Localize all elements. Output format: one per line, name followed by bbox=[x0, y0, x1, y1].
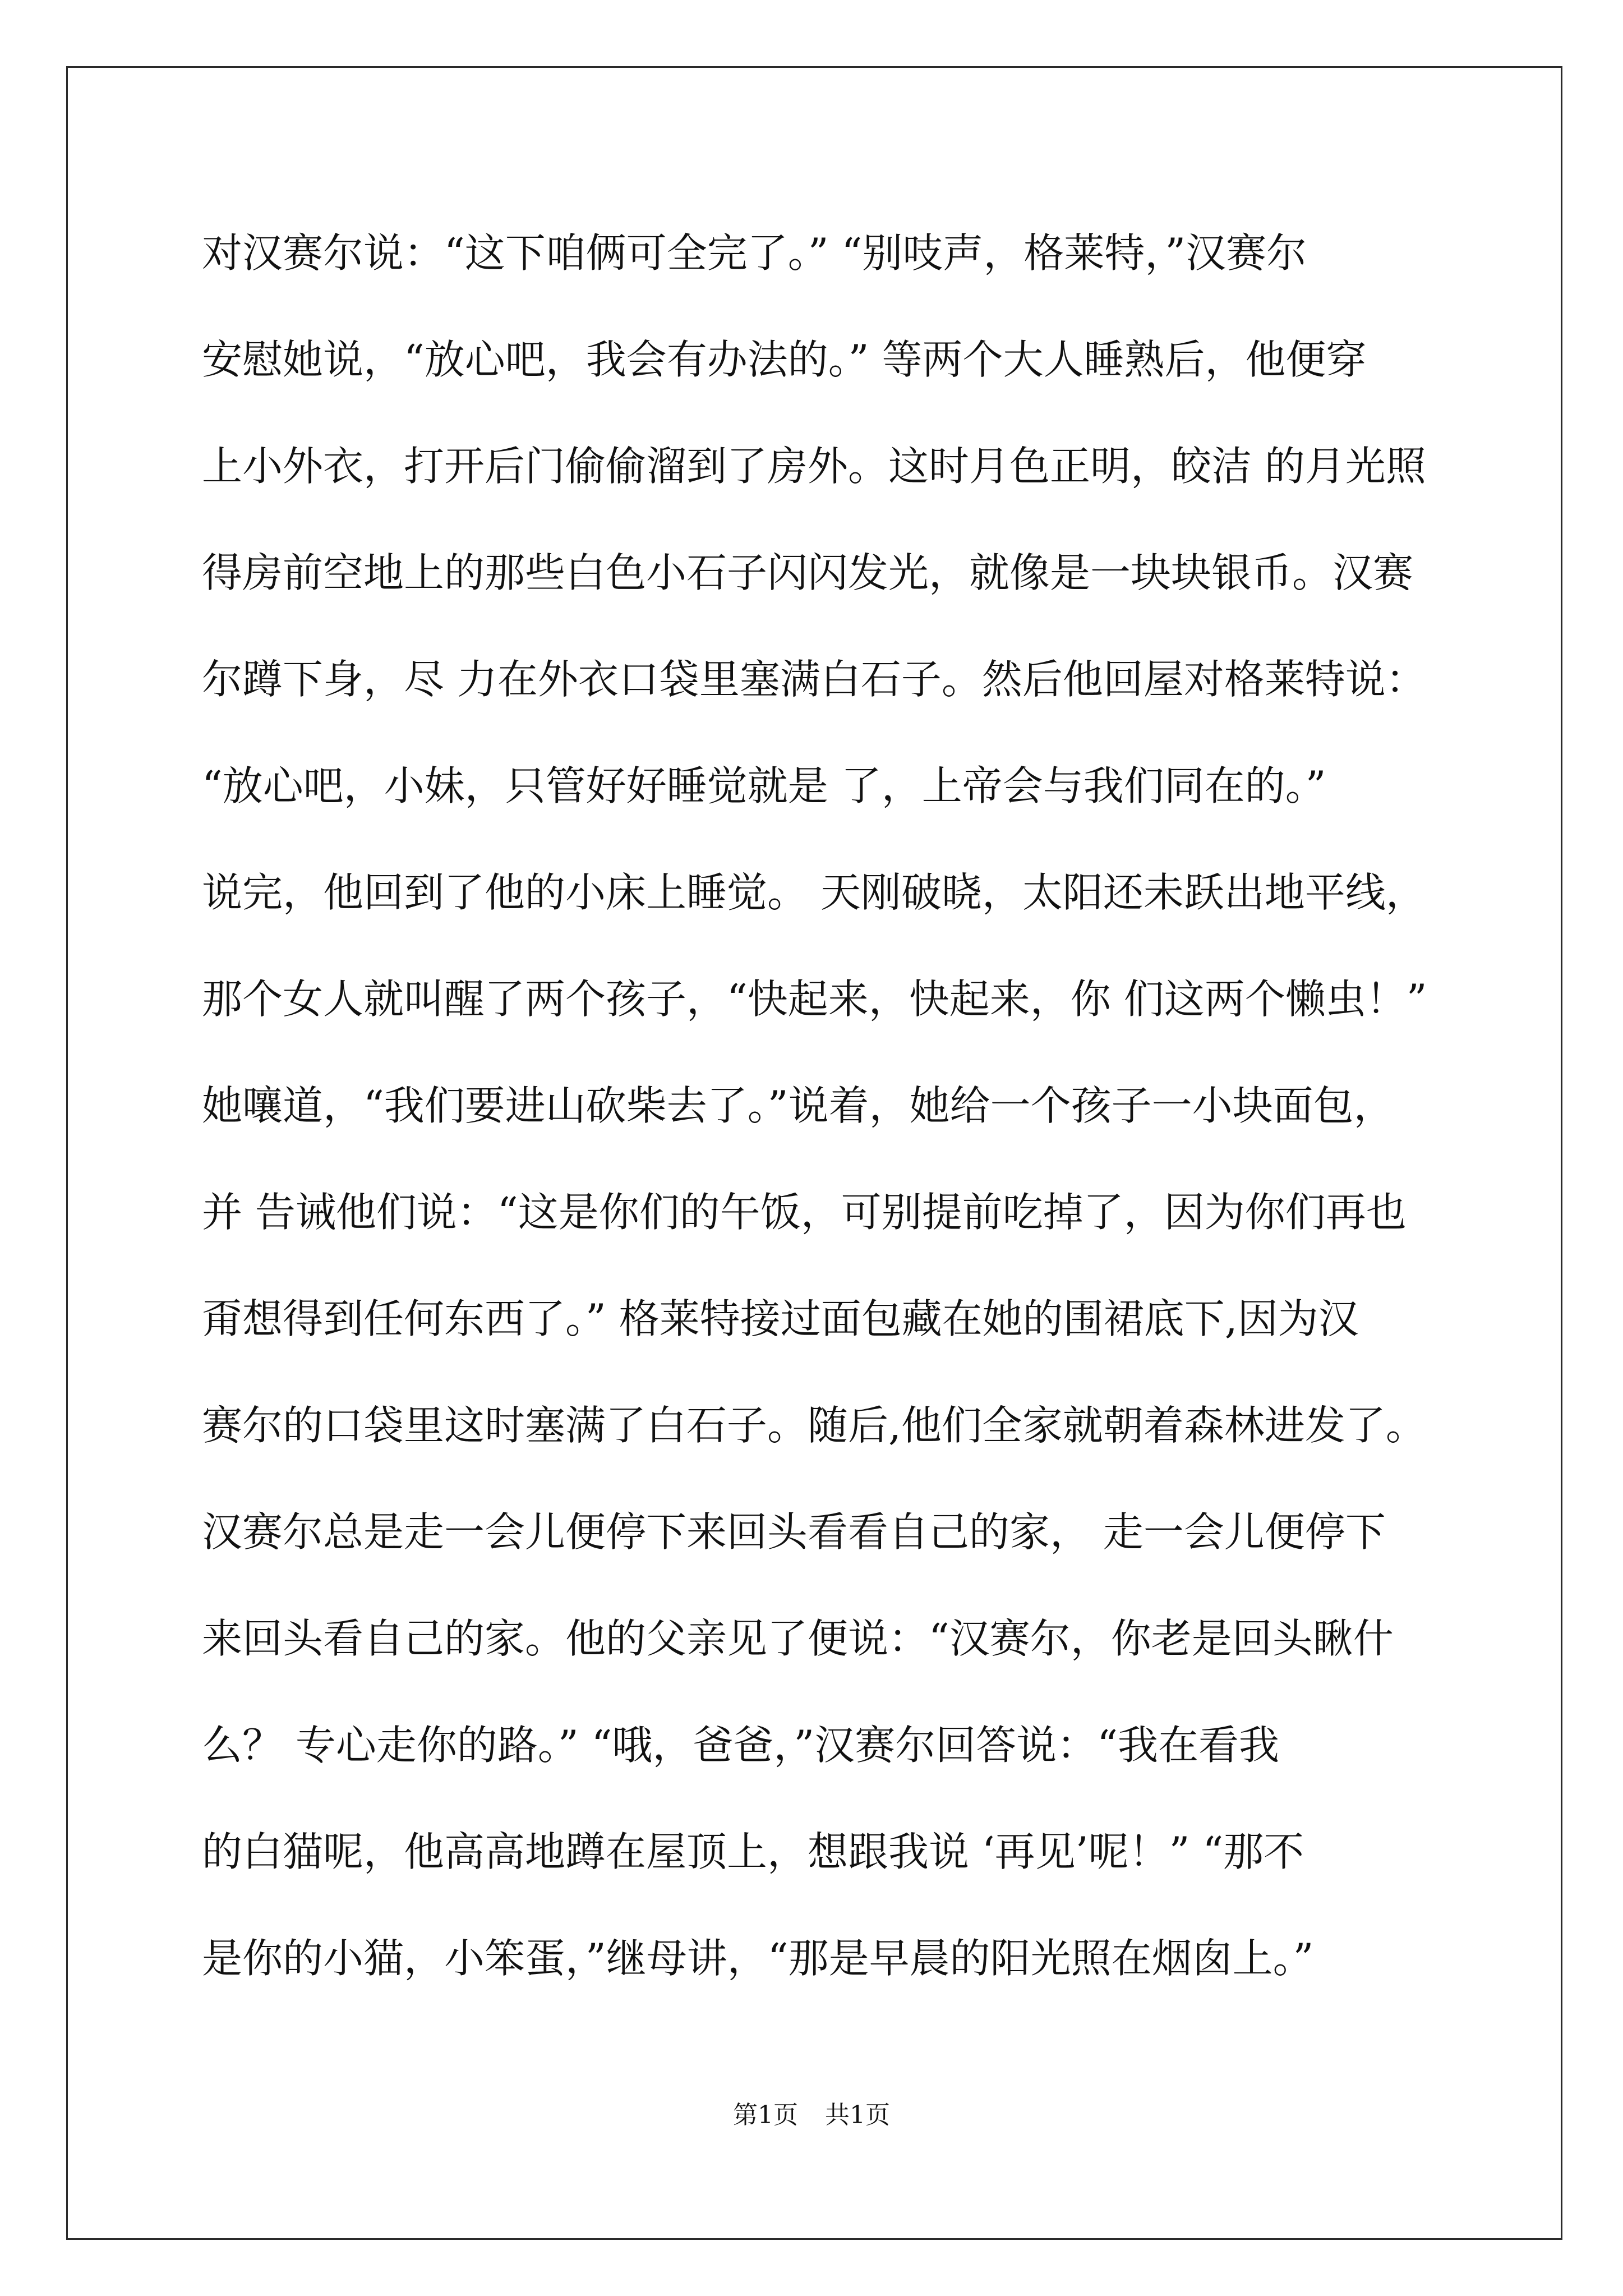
text-line: 那个女人就叫醒了两个孩子，“快起来，快起来，你 们这两个懒虫！” bbox=[202, 976, 1427, 1023]
text-line: 赛尔的口袋里这时塞满了白石子。随后,他们全家就朝着森林进发了。 bbox=[202, 1402, 1426, 1449]
text-line: 尔蹲下身，尽 力在外衣口袋里塞满白石子。然后他回屋对格莱特说： bbox=[202, 656, 1426, 703]
text-line: 的白猫呢，他高高地蹲在屋顶上，想跟我说 ‘再见’呢！” “那不 bbox=[202, 1828, 1304, 1875]
text-line: 是你的小猫，小笨蛋，”继母讲，“那是早晨的阳光照在烟囱上。” bbox=[202, 1935, 1314, 1982]
text-line: “放心吧，小妹，只管好好睡觉就是 了，上帝会与我们同在的。” bbox=[202, 762, 1326, 809]
text-line: 汉赛尔总是走一会儿便停下来回头看看自己的家， 走一会儿便停下 bbox=[202, 1508, 1386, 1556]
page-footer bbox=[0, 2101, 1623, 2130]
text-line: 么？ 专心走你的路。” “哦，爸爸，”汉赛尔回答说：“我在看我 bbox=[202, 1722, 1280, 1769]
page-number: 第1页 bbox=[733, 2101, 798, 2129]
text-line: 对汉赛尔说：“这下咱俩可全完了。” “别吱声，格莱特，”汉赛尔 bbox=[202, 229, 1307, 277]
text-line: 说完，他回到了他的小床上睡觉。 天刚破晓，太阳还未跃出地平线， bbox=[202, 869, 1426, 916]
text-line: 甭想得到任何东西了。” 格莱特接过面包藏在她的围裙底下,因为汉 bbox=[202, 1295, 1359, 1342]
text-line: 安慰她说，“放心吧，我会有办法的。” 等两个大人睡熟后，他便穿 bbox=[202, 336, 1367, 383]
text-line: 并 告诫他们说：“这是你们的午饭，可别提前吃掉了，因为你们再也 bbox=[202, 1189, 1407, 1236]
body-text bbox=[202, 225, 1537, 2037]
text-line: 她嚷道，“我们要进山砍柴去了。”说着，她给一个孩子一小块面包， bbox=[202, 1082, 1394, 1129]
text-line: 得房前空地上的那些白色小石子闪闪发光，就像是一块块银币。汉赛 bbox=[202, 549, 1414, 596]
page-total: 共1页 bbox=[825, 2101, 890, 2129]
text-line: 上小外衣，打开后门偷偷溜到了房外。这时月色正明，皎洁 的月光照 bbox=[202, 443, 1426, 490]
text-line: 来回头看自己的家。他的父亲见了便说：“汉赛尔，你老是回头瞅什 bbox=[202, 1615, 1394, 1662]
